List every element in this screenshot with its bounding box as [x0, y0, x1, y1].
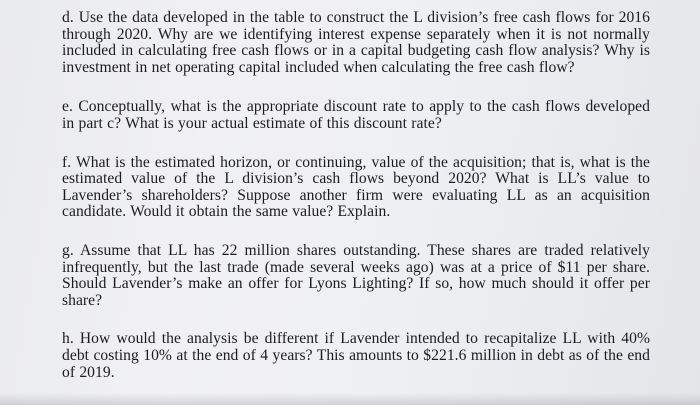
question-g: g. Assume that LL has 22 million shares outstanding. These shares are traded relatively infrequently, but the last trade (made several weeks ago) was at a price of $11 per share. Should Lavender’s make an offer for Lyons Lighting? If so, how much should it offer per share? [62, 241, 650, 309]
question-e: e. Conceptually, what is the appropriate discount rate to apply to the cash flows developed in part c? What is your actual estimate of this discount rate? [62, 98, 650, 132]
document-page [62, 10, 650, 381]
question-f: f. What is the estimated horizon, or continuing, value of the acquisition; that is, what is the estimated value of the L division’s cash flows beyond 2020? What is LL’s value to Lavender’s shareholders? Suppose another firm were evaluating LL as an acquisition candidate. Would it obtain the same value? Explain. [62, 153, 650, 221]
question-d: d. Use the data developed in the table to construct the L division’s free cash flows for 2016 through 2020. Why are we identifying interest expense separately when it is not normally included in calculating free cash flows or in a capital budgeting cash flow analysis? Why is investment in net operating capital included when calculating the free cash flow? [62, 9, 650, 76]
question-h: h. How would the analysis be different if Lavender intended to recapitalize LL with 40% debt costing 10% at the end of 4 years? This amounts to $221.6 million in debt as of the end of 2019. [62, 330, 650, 381]
page-edge-shadow [0, 393, 700, 405]
